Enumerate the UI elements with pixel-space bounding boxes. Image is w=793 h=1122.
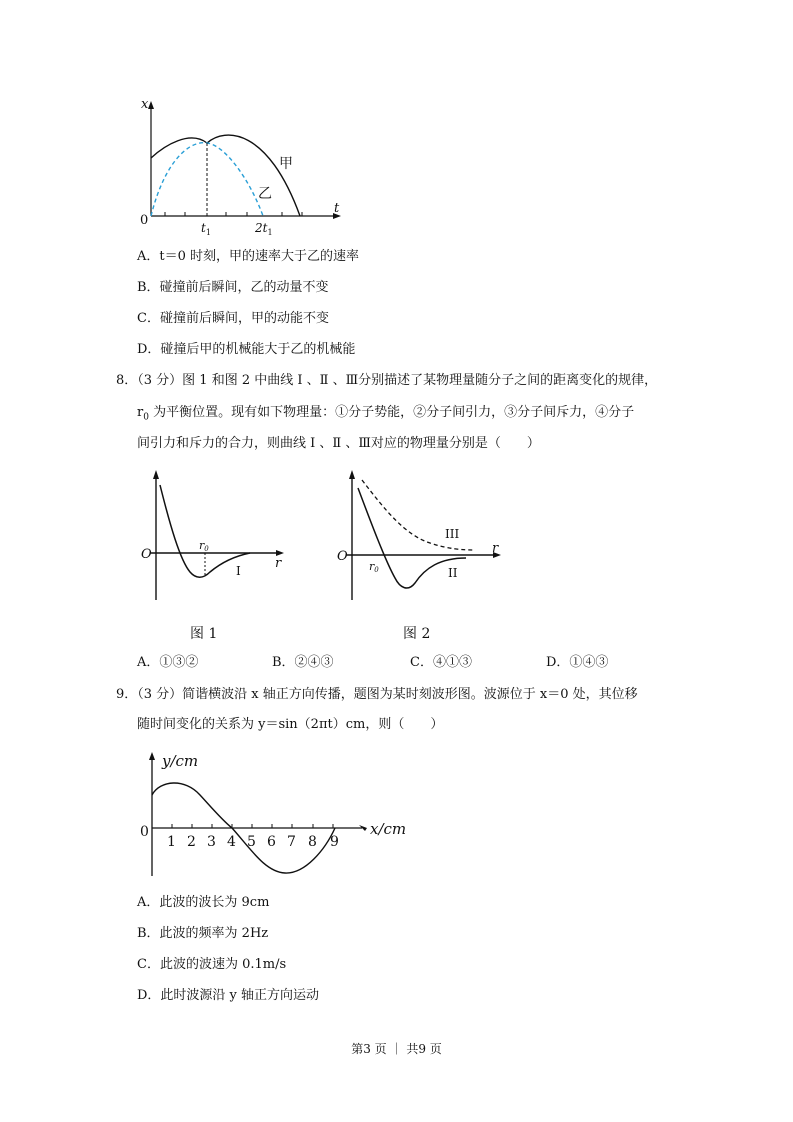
graph1-tick-2t1: $2t_1$ <box>255 221 273 237</box>
q8-option-d: D．①④③ <box>546 655 609 670</box>
q9-stem-line2: 随时间变化的关系为 y＝sin（2πt）cm，则（ ） <box>137 717 444 732</box>
fig2-curve3-label: III <box>445 527 460 541</box>
wave-tick-8: 8 <box>308 834 317 850</box>
q8-option-c: C．④①③ <box>410 655 472 670</box>
wave-tick-3: 3 <box>207 834 216 850</box>
q7-option-b: B．碰撞前后瞬间，乙的动量不变 <box>137 280 329 295</box>
label-yi: 乙 <box>258 186 272 202</box>
wave-y-label: y/cm <box>162 752 199 770</box>
q8-stem-line1: 8．（3 分）图 1 和图 2 中曲线 Ⅰ 、Ⅱ 、Ⅲ分别描述了某物理量随分子之间的距离变化的规律， <box>116 373 658 388</box>
fig1-r0: r0 <box>199 539 209 553</box>
q7-option-d: D．碰撞后甲的机械能大于乙的机械能 <box>137 342 356 357</box>
wave-tick-1: 1 <box>167 834 176 850</box>
q9-stem-line1: 9．（3 分）简谐横波沿 x 轴正方向传播，题图为某时刻波形图。波源位于 x＝0 处，其位移 <box>116 687 638 702</box>
q8-stem-line2: $r_0$ 为平衡位置。现有如下物理量：①分子势能，②分子间引力，③分子间斥力，④分子 <box>137 405 635 423</box>
graph1-origin: 0 <box>140 213 149 228</box>
fig2-r0: r0 <box>369 560 379 574</box>
q9-option-d: D．此时波源沿 y 轴正方向运动 <box>137 988 320 1003</box>
wave-x-label: x/cm <box>370 820 407 838</box>
q8-option-b: B．②④③ <box>272 655 334 670</box>
q9-option-a: A．此波的波长为 9cm <box>137 895 270 910</box>
fig1-origin: O <box>141 547 152 562</box>
graph1-x-label: t <box>334 201 340 216</box>
q7-option-a: A．t＝0 时刻，甲的速率大于乙的速率 <box>137 249 360 264</box>
wave-tick-6: 6 <box>267 834 276 850</box>
fig2-axis-label: r <box>492 541 499 556</box>
label-jia: 甲 <box>279 156 293 172</box>
wave-tick-7: 7 <box>287 834 296 850</box>
wave-origin: 0 <box>140 824 149 840</box>
q9-option-c: C．此波的波速为 0.1m/s <box>137 957 287 972</box>
q9-option-b: B．此波的频率为 2Hz <box>137 926 269 941</box>
graph1-y-label: x <box>141 97 149 112</box>
q8-option-a: A．①③② <box>137 655 199 670</box>
wave-tick-5: 5 <box>247 834 256 850</box>
wave-tick-9: 9 <box>330 834 339 850</box>
fig1-curve-label: I <box>236 564 241 578</box>
fig2-curve2-label: II <box>448 566 458 580</box>
wave-tick-2: 2 <box>187 834 196 850</box>
fig1-caption: 图 1 <box>190 626 218 642</box>
fig2-caption: 图 2 <box>403 626 431 642</box>
fig1-axis-label: r <box>275 556 282 571</box>
q7-option-c: C．碰撞前后瞬间，甲的动能不变 <box>137 311 329 326</box>
wave-tick-4: 4 <box>227 834 236 850</box>
graph1-tick-t1: $t_1$ <box>201 221 211 237</box>
q8-stem-line3: 间引力和斥力的合力，则曲线 Ⅰ 、Ⅱ 、Ⅲ对应的物理量分别是（ ） <box>137 436 540 451</box>
page-footer: 第3 页 ｜ 共9 页 <box>351 1042 442 1056</box>
fig2-origin: O <box>337 549 348 564</box>
